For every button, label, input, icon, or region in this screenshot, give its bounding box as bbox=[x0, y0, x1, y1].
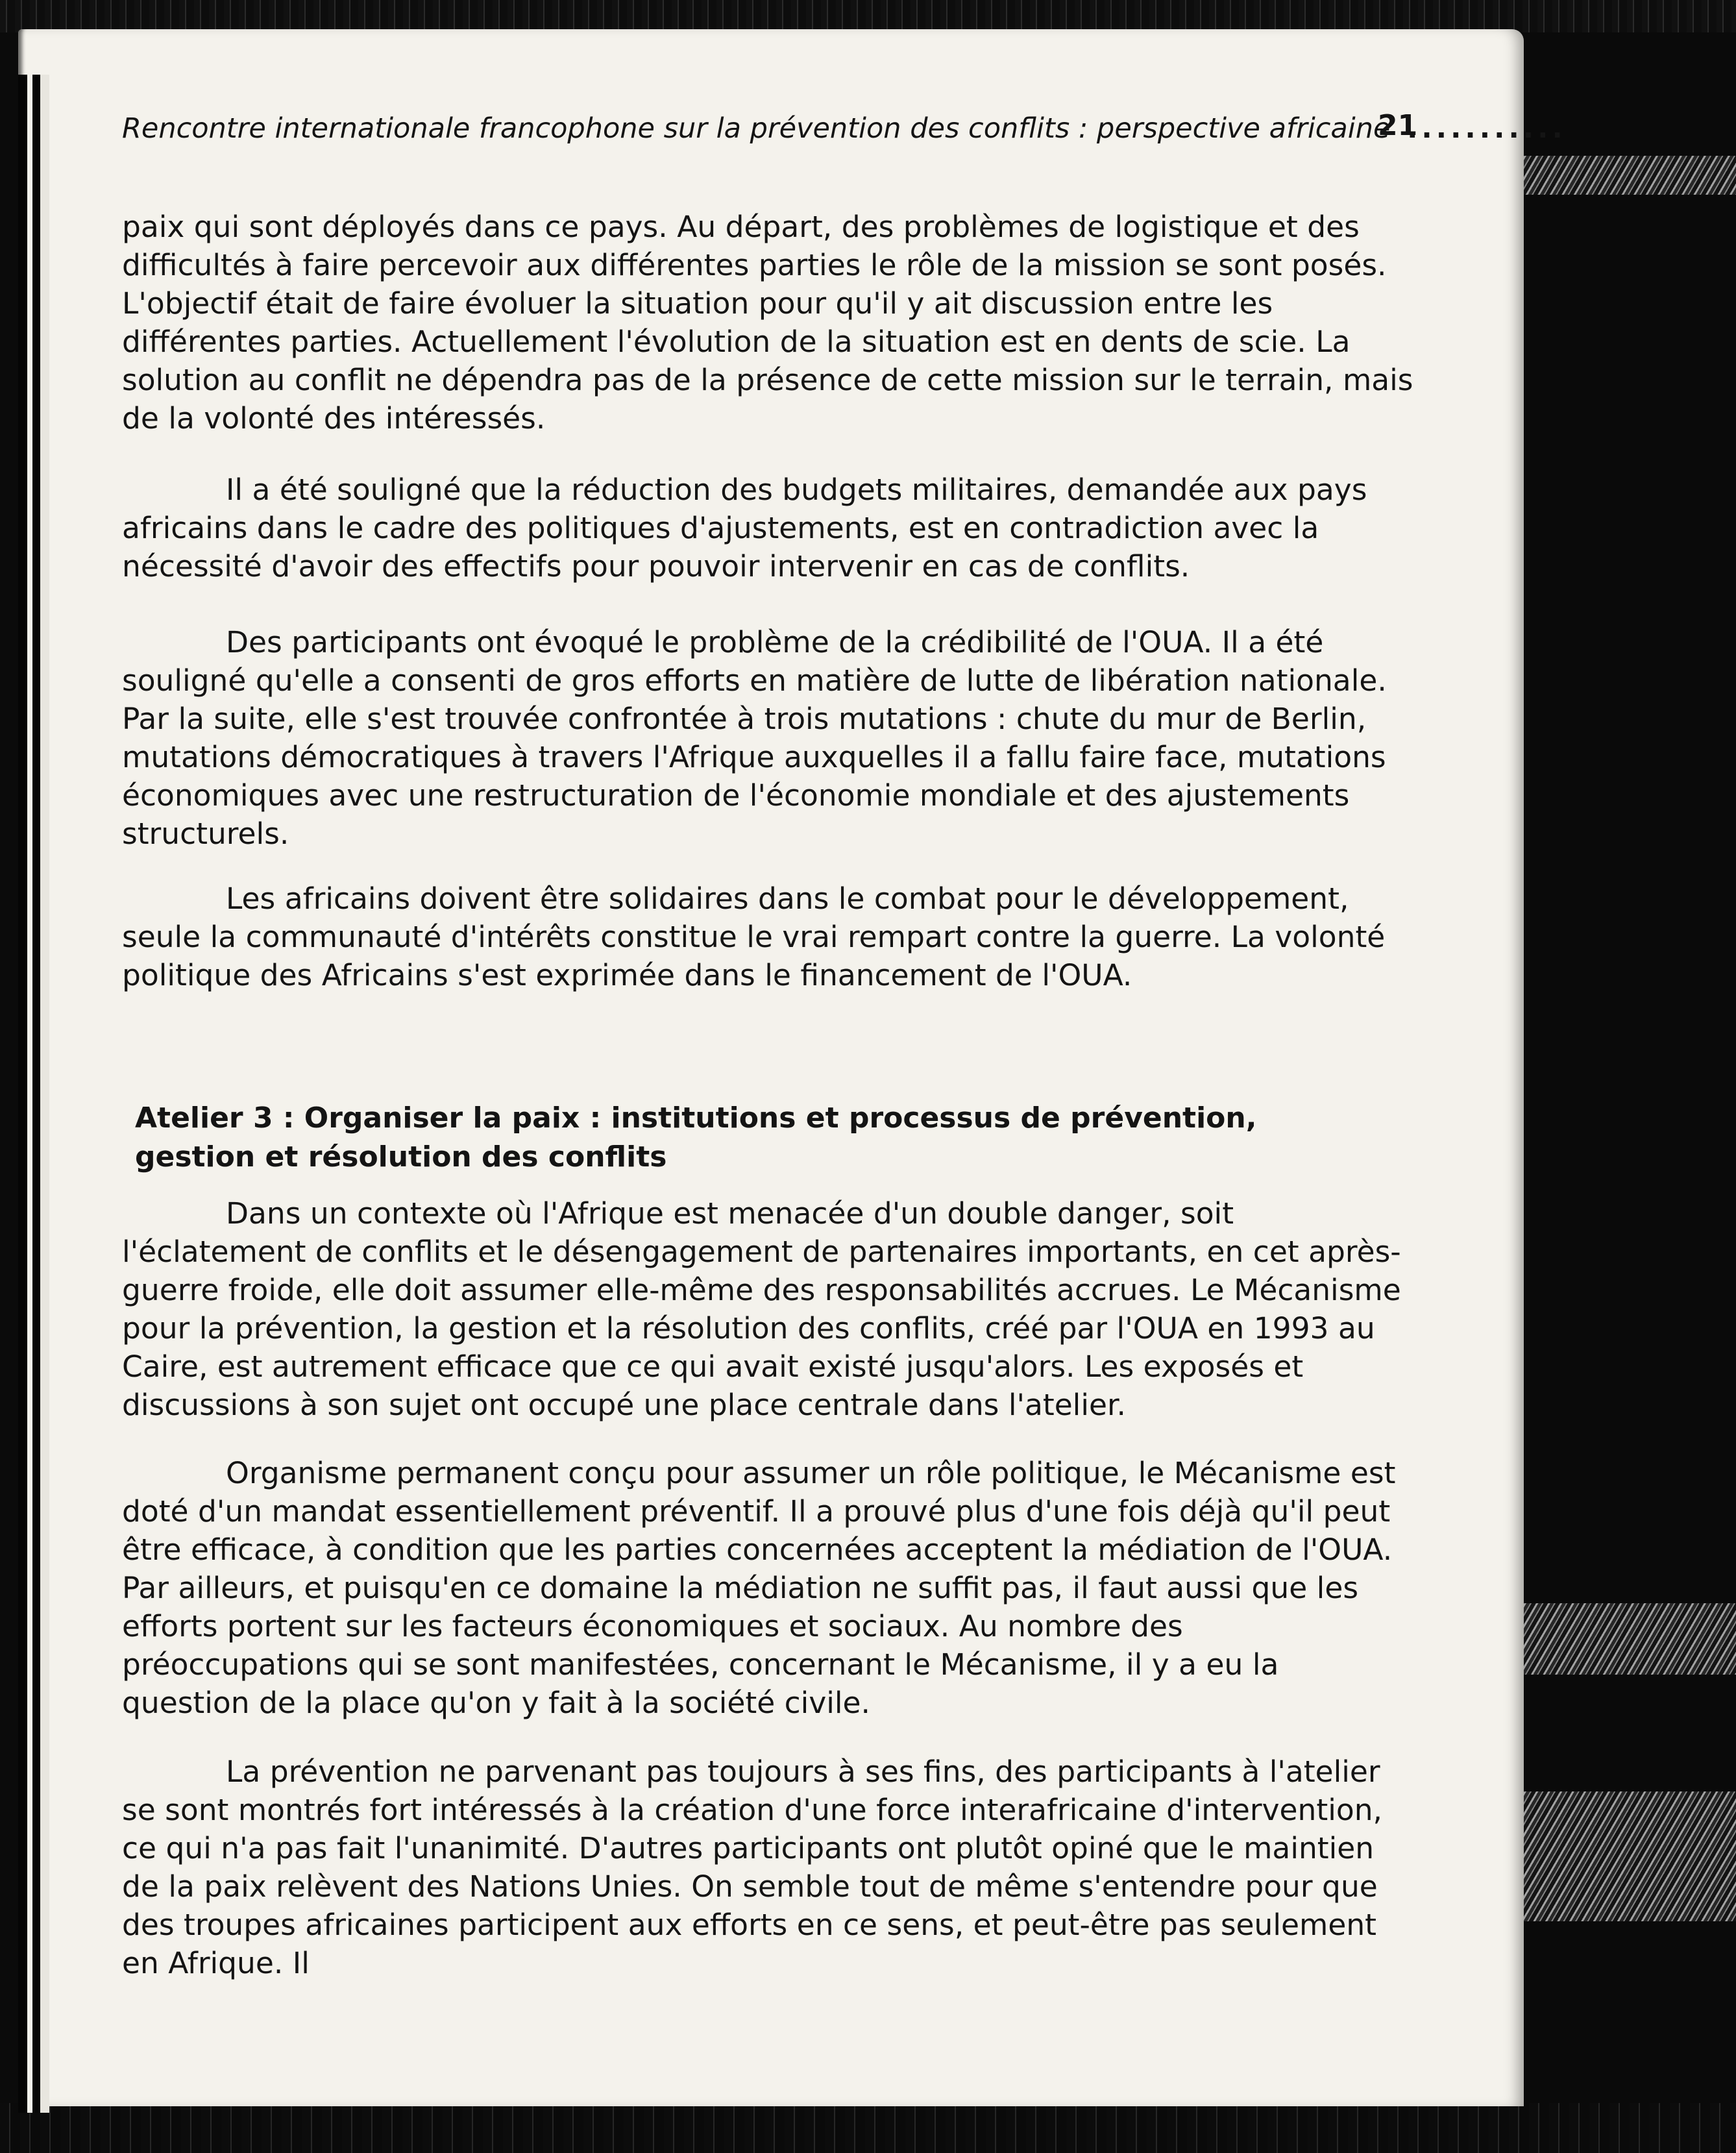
scan-border-bottom bbox=[0, 2103, 1736, 2153]
section-paragraph-2: Organisme permanent conçu pour assumer un rôle politique, le Mécanisme est doté d'un mandat essentiellement préventif. Il a prouvé plus d'une fois déjà qu'il peut être efficace, à condition que les parties concernées acceptent la médiation de l'OUA. Par ailleurs, et puisqu'en ce domaine la médiation ne suffit pas, il faut aussi que les efforts portent sur les facteurs économiques et sociaux. Au nombre des préoccupations qui se sont manifestées, concernant le Mécanisme, il y a eu la question de la place qu'on y fait à la société civile. bbox=[122, 1456, 1396, 1720]
section-paragraph-3: La prévention ne parvenant pas toujours à ses fins, des participants à l'atelier se sont montrés fort intéressés à la création d'une force interafricaine d'intervention, ce qui n'a pas fait l'unanimité. D'autres participants ont plutôt opiné que le maintien de la paix relèvent des Nations Unies. On semble tout de même s'entendre pour que des troupes africaines participent aux efforts en ce sens, et peut-être pas seulement en Afrique. Il bbox=[122, 1754, 1382, 1980]
section-heading: Atelier 3 : Organiser la paix : institutions et processus de prévention, gestion et résolution des conflits bbox=[135, 1101, 1257, 1174]
scan-border-top bbox=[0, 0, 1736, 32]
document-page bbox=[18, 29, 1567, 2106]
paragraph-1: paix qui sont déployés dans ce pays. Au départ, des problèmes de logistique et des difficultés à faire percevoir aux différentes parties le rôle de la mission se sont posés. L'objectif était de faire évoluer la situation pour qu'il y ait discussion entre les différentes parties. Actuellement l'évolution de la situation est en dents de scie. La solution au conflit ne dépendra pas de la présence de cette mission sur le terrain, mais de la volonté des intéressés. bbox=[122, 210, 1413, 436]
paragraph-2: Il a été souligné que la réduction des budgets militaires, demandée aux pays africains dans le cadre des politiques d'ajustements, est en contradiction avec la nécessité d'avoir des effectifs pour pouvoir intervenir en cas de conflits. bbox=[122, 473, 1367, 584]
page-number: 21 bbox=[1378, 109, 1418, 142]
scan-artifact-right-1 bbox=[1512, 156, 1736, 195]
binding-spine bbox=[18, 75, 49, 2113]
paragraph-3: Des participants ont évoqué le problème de la crédibilité de l'OUA. Il a été souligné qu'elle a consenti de gros efforts en matière de lutte de libération nationale. Par la suite, elle s'est trouvée confrontée à trois mutations : chute du mur de Berlin, mutations démocratiques à travers l'Afrique auxquelles il a fallu faire face, mutations économiques avec une restructuration de l'économie mondiale et des ajustements structurels. bbox=[122, 625, 1387, 851]
paragraph-4: Les africains doivent être solidaires dans le combat pour le développement, seule la communauté d'intérêts constitue le vrai rempart contre la guerre. La volonté politique des Africains s'est exprimée dans le financement de l'OUA. bbox=[122, 881, 1386, 992]
running-title: Rencontre internationale francophone sur la prévention des conflits : perspective africaine bbox=[122, 112, 1391, 145]
running-header bbox=[122, 106, 1567, 151]
scan-artifact-right-3 bbox=[1512, 1791, 1736, 1921]
scan-artifact-right-2 bbox=[1512, 1603, 1736, 1675]
header-leader: ........... bbox=[1407, 112, 1567, 145]
section-paragraph-1: Dans un contexte où l'Afrique est menacée d'un double danger, soit l'éclatement de conflits et le désengagement de partenaires importants, en cet après-guerre froide, elle doit assumer elle-même des responsabilités accrues. Le Mécanisme pour la prévention, la gestion et la résolution des conflits, créé par l'OUA en 1993 au Caire, est autrement efficace que ce qui avait existé jusqu'alors. Les exposés et discussions à son sujet ont occupé une place centrale dans l'atelier. bbox=[122, 1196, 1401, 1422]
